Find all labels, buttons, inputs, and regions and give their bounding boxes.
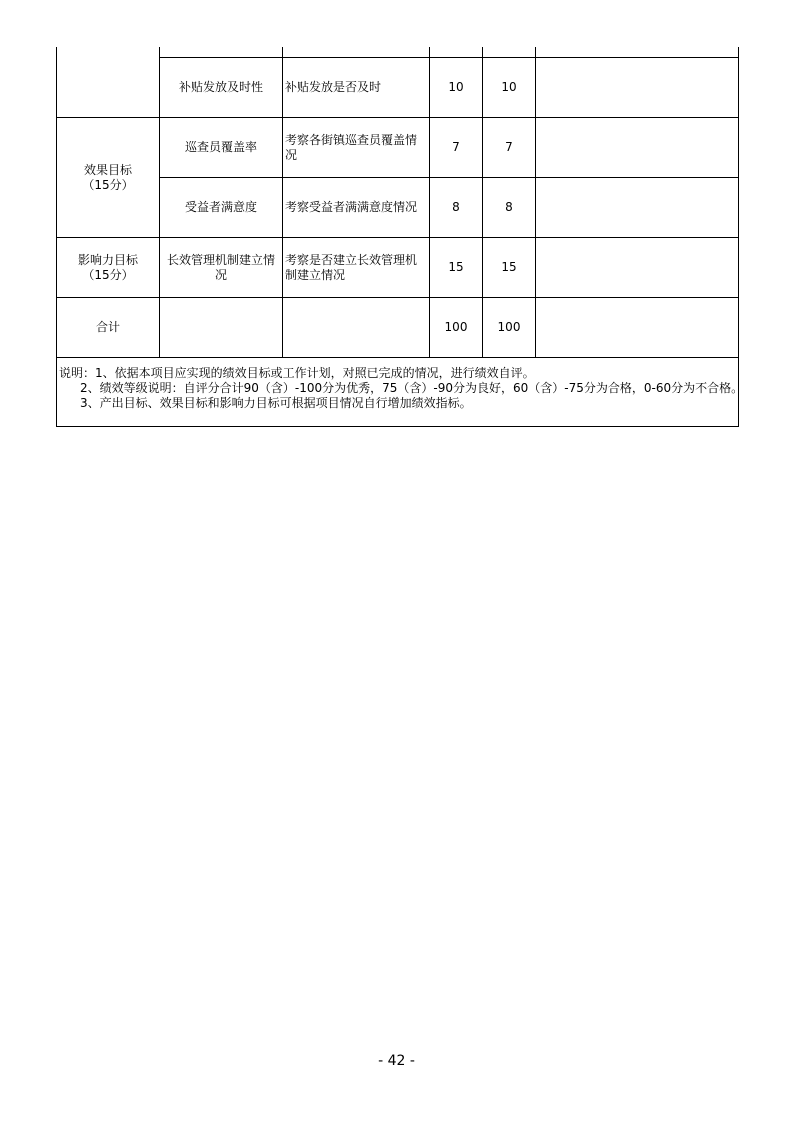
table-row-total (57, 298, 739, 358)
page-number: - 42 - (378, 1053, 415, 1069)
table-row (57, 58, 739, 118)
self-score-cell: 10 (483, 58, 536, 118)
description-cell: 考察各街镇巡查员覆盖情况 (283, 118, 430, 178)
table-row (57, 118, 739, 178)
table-cell (430, 47, 483, 58)
table-row (57, 178, 739, 238)
table-cell (483, 47, 536, 58)
performance-evaluation-table (56, 47, 744, 427)
total-score: 100 (430, 298, 483, 358)
remark-cell (536, 118, 739, 178)
notes-cell (57, 358, 744, 427)
description-cell: 考察受益者满满意度情况 (283, 178, 430, 238)
table-cell (283, 298, 430, 358)
category-points: （15分） (82, 177, 134, 192)
table-row (57, 238, 739, 298)
self-score-cell: 15 (483, 238, 536, 298)
table-cell (160, 47, 283, 58)
self-score-cell: 7 (483, 118, 536, 178)
table-row-continuation (57, 47, 739, 58)
table-cell (536, 47, 739, 58)
table-row-notes (57, 358, 739, 427)
category-cell-impact (57, 238, 160, 298)
note-line: 说明：1、依据本项目应实现的绩效目标或工作计划，对照已完成的情况，进行绩效自评。 (59, 366, 535, 380)
total-label: 合计 (57, 298, 160, 358)
table-cell (283, 47, 430, 58)
indicator-cell: 巡查员覆盖率 (160, 118, 283, 178)
total-self-score: 100 (483, 298, 536, 358)
note-line: 2、绩效等级说明：自评分合计90（含）-100分为优秀，75（含）-90分为良好，60（含）-75分为合格，0-60分为不合格。 (80, 381, 744, 395)
indicator-cell: 受益者满意度 (160, 178, 283, 238)
remark-cell (536, 58, 739, 118)
description-cell: 考察是否建立长效管理机制建立情况 (283, 238, 430, 298)
indicator-cell: 长效管理机制建立情况 (160, 238, 283, 298)
remark-cell (536, 178, 739, 238)
category-cell-continued (57, 47, 160, 118)
score-cell: 7 (430, 118, 483, 178)
category-cell-effect (57, 118, 160, 238)
description-cell: 补贴发放是否及时 (283, 58, 430, 118)
category-label: 效果目标 (83, 162, 132, 177)
score-cell: 8 (430, 178, 483, 238)
indicator-cell: 补贴发放及时性 (160, 58, 283, 118)
self-score-cell: 8 (483, 178, 536, 238)
category-label: 影响力目标 (77, 252, 138, 267)
table-cell (536, 298, 739, 358)
note-line: 3、产出目标、效果目标和影响力目标可根据项目情况自行增加绩效指标。 (80, 396, 472, 410)
category-points: （15分） (82, 267, 134, 282)
table-cell (160, 298, 283, 358)
score-cell: 10 (430, 58, 483, 118)
score-cell: 15 (430, 238, 483, 298)
remark-cell (536, 238, 739, 298)
